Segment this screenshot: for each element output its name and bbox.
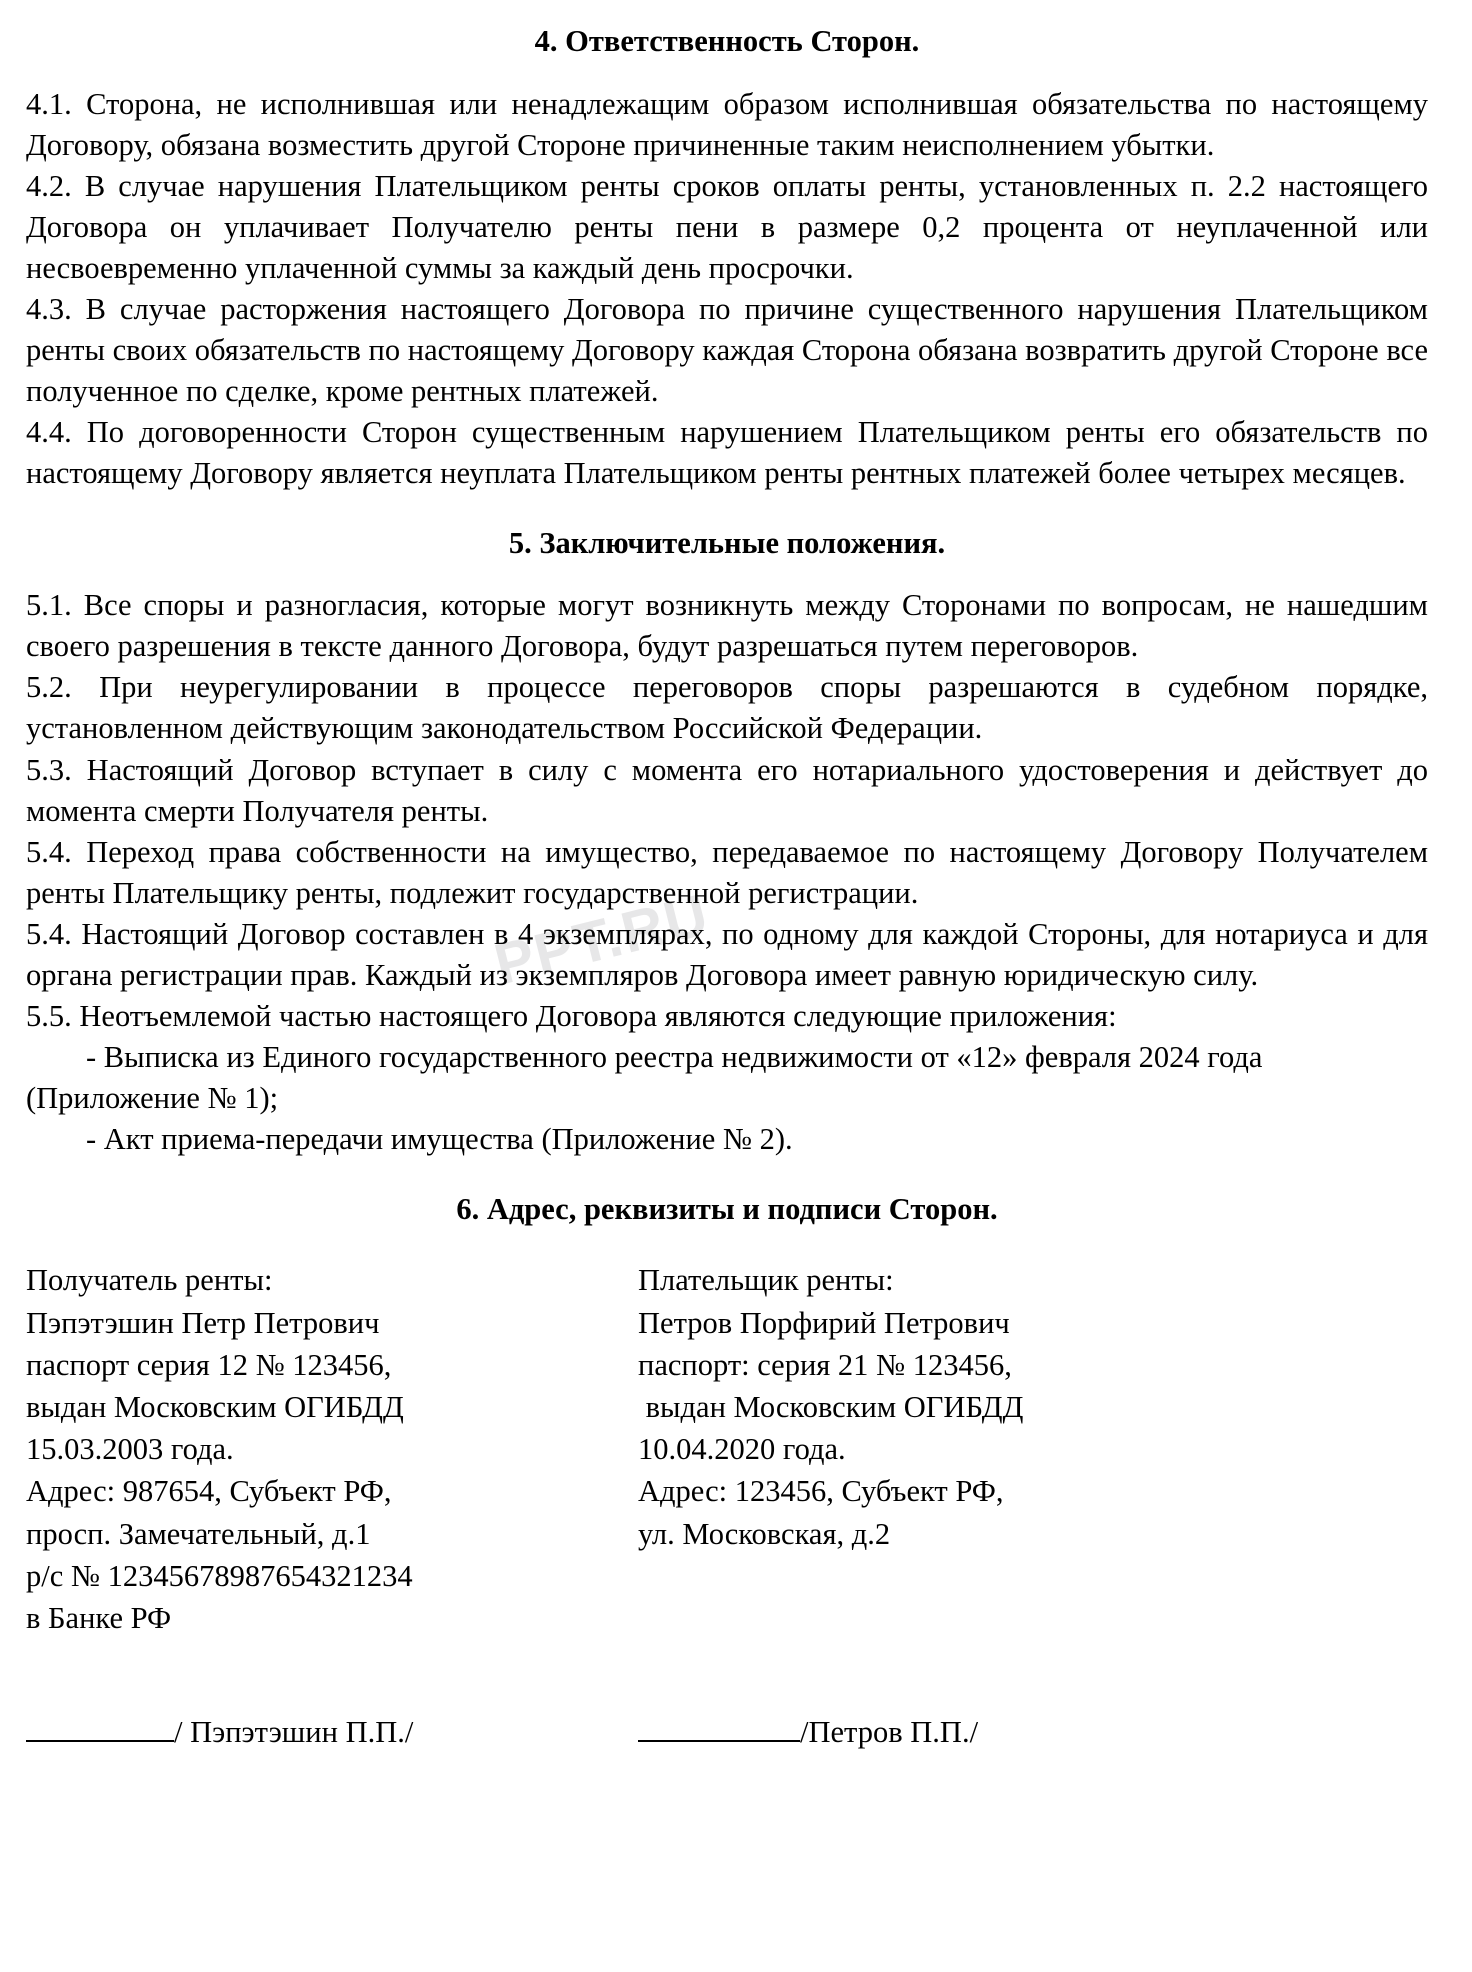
signature-slot-receiver	[26, 1713, 638, 1753]
section-5-heading: 5. Заключительные положения.	[508, 525, 946, 560]
payer-role: Плательщик ренты:	[638, 1263, 894, 1298]
spacer	[26, 494, 1428, 524]
receiver-bank: в Банке РФ	[26, 1601, 172, 1636]
payer-passport-issuer: выдан Московским ОГИБДД	[638, 1390, 1024, 1424]
appendix-item-2: - Акт приема-передачи имущества (Приложение № 2).	[86, 1121, 793, 1156]
spacer	[26, 62, 1428, 84]
spacer	[26, 563, 1428, 585]
signature-name-receiver: / Пэпэтэшин П.П./	[174, 1715, 414, 1750]
clause-4-1: 4.1. Сторона, не исполнившая или ненадлежащим образом исполнившая обязательства по настоящему Договору, обязана возместить другой Стороне причиненные таким неисполнением убытки.	[26, 86, 1428, 162]
payer-address-line-1: Адрес: 123456, Субъект РФ,	[638, 1474, 1004, 1509]
clause-5-2: 5.2. При неурегулировании в процессе переговоров споры разрешаются в судебном порядке, установленном действующим законодательством Российской Федерации.	[26, 670, 1428, 746]
receiver-address-line-2: просп. Замечательный, д.1	[26, 1516, 371, 1551]
receiver-name: Пэпэтэшин Петр Петрович	[26, 1305, 380, 1340]
clause-5-3: 5.3. Настоящий Договор вступает в силу с момента его нотариального удостоверения и действует до момента смерти Получателя ренты.	[26, 752, 1428, 828]
clause-5-1: 5.1. Все споры и разногласия, которые могут возникнуть между Сторонами по вопросам, не нашедшим своего разрешения в тексте данного Договора, будут разрешаться путем переговоров.	[26, 588, 1428, 664]
clause-5-4-transfer: 5.4. Переход права собственности на имущество, передаваемое по настоящему Договору Получателем ренты Плательщику ренты, подлежит государственной регистрации.	[26, 834, 1428, 910]
signature-lines-block	[26, 1713, 1428, 1753]
payer-passport: паспорт: серия 21 № 123456,	[638, 1347, 1012, 1382]
signature-rule-receiver[interactable]	[26, 1740, 174, 1742]
receiver-role: Получатель ренты:	[26, 1263, 273, 1298]
clause-4-3: 4.3. В случае расторжения настоящего Договора по причине существенного нарушения Плательщиком ренты своих обязательств по настоящему Договору каждая Сторона обязана возвратить другой Стороне все полученное по сделке, кроме рентных платежей.	[26, 291, 1428, 408]
payer-name: Петров Порфирий Петрович	[638, 1305, 1010, 1340]
watermark-text: PPT.RU	[488, 881, 716, 998]
receiver-passport: паспорт серия 12 № 123456,	[26, 1347, 392, 1382]
requisites-block	[26, 1259, 1428, 1639]
clause-5-4-copies: 5.4. Настоящий Договор составлен в 4 экземплярах, по одному для каждой Стороны, для нотариуса и для органа регистрации прав. Каждый из экземпляров Договора имеет равную юридическую силу.	[26, 916, 1428, 992]
section-4-heading: 4. Ответственность Сторон.	[534, 24, 920, 58]
payer-passport-date: 10.04.2020 года.	[638, 1432, 846, 1467]
appendix-item-1: - Выписка из Единого государственного реестра недвижимости от «12» февраля 2024 года (Приложение № 1);	[26, 1039, 1263, 1115]
requisites-receiver	[26, 1259, 638, 1639]
clause-4-2: 4.2. В случае нарушения Плательщиком ренты сроков оплаты ренты, установленных п. 2.2 настоящего Договора он уплачивает Получателю ренты пени в размере 0,2 процента от неуплаченной или несвоевременно уплаченной суммы за каждый день просрочки.	[26, 168, 1428, 285]
clause-4-4: 4.4. По договоренности Сторон существенным нарушением Плательщиком ренты его обязательств по настоящему Договору является неуплата Плательщиком ренты рентных платежей более четырех месяцев.	[26, 414, 1428, 490]
payer-address-line-2: ул. Московская, д.2	[638, 1516, 891, 1551]
section-6-heading: 6. Адрес, реквизиты и подписи Сторон.	[456, 1191, 998, 1226]
receiver-passport-issuer: выдан Московским ОГИБДД	[26, 1390, 404, 1424]
document-content	[26, 22, 1428, 1753]
requisites-payer	[638, 1259, 1428, 1555]
receiver-account-number: р/с № 12345678987654321234	[26, 1558, 413, 1593]
signature-slot-payer	[638, 1713, 1428, 1753]
signature-rule-payer[interactable]	[638, 1740, 800, 1742]
spacer	[26, 1160, 1428, 1190]
signature-name-payer: /Петров П.П./	[800, 1715, 979, 1750]
receiver-passport-date: 15.03.2003 года.	[26, 1432, 234, 1467]
clause-5-5: 5.5. Неотъемлемой частью настоящего Договора являются следующие приложения:	[26, 998, 1117, 1033]
receiver-address-line-1: Адрес: 987654, Субъект РФ,	[26, 1474, 392, 1509]
